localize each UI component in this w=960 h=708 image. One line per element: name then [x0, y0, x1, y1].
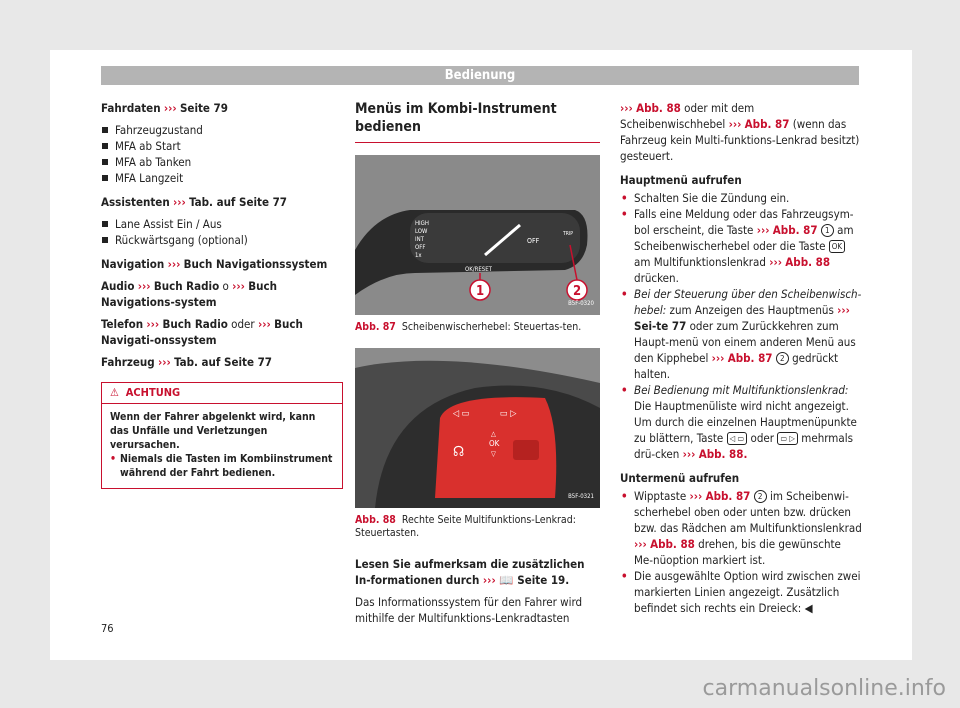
- watermark: carmanualsonline.info: [702, 676, 946, 701]
- column-left: [101, 100, 341, 489]
- book-icon: 📖: [499, 573, 514, 587]
- link-abb-87[interactable]: Abb. 87: [727, 351, 773, 365]
- lever-label-high: HIGH: [415, 220, 429, 227]
- link-abb-88[interactable]: Abb. 88: [785, 255, 831, 269]
- hauptmenu-list: [620, 190, 862, 462]
- list-item: Rückwärtsgang (optional): [101, 232, 341, 248]
- link-seite-79[interactable]: Seite 79: [179, 101, 228, 115]
- warning-header: ⚠ ACHTUNG: [102, 383, 342, 404]
- wiper-lever-illustration: [355, 155, 600, 315]
- fahrdaten-line: Fahrdaten ››› Seite 79: [101, 101, 228, 115]
- column-right: [620, 100, 862, 624]
- link-buch-radio[interactable]: Buch Radio: [153, 279, 220, 293]
- figure-87-caption: Abb. 87 Scheibenwischerhebel: Steuertas-ten.: [355, 321, 582, 333]
- link-tab-seite-77[interactable]: Tab. auf Seite 77: [174, 355, 272, 369]
- link-buch-navigation[interactable]: Buch Navigations-system: [101, 279, 277, 309]
- heading-untermenu: Untermenü aufrufen: [620, 471, 740, 485]
- link-seite-77[interactable]: Sei-te 77: [634, 319, 687, 333]
- link-abb-87[interactable]: Abb. 87: [705, 489, 751, 503]
- link-abb-88[interactable]: Abb. 88: [636, 101, 681, 115]
- list-item: • Bei der Steuerung über den Scheibenwisch-hebel: zum Anzeigen des Hauptmenüs ››› Sei-te 77 oder zum Zurückkehren zum Haupt-menü von einem anderen Menü aus den Kipphebel ››› Abb. 87 2 gedrückt halten.: [620, 286, 862, 382]
- bullet-icon: •: [110, 453, 117, 465]
- intro-continued: ››› Abb. 88 oder mit dem Scheibenwischhebel ››› Abb. 87 (wenn das Fahrzeug kein Multi-funktions-Lenkrad besitzt) gesteuert.: [620, 101, 860, 163]
- list-item: MFA ab Tanken: [101, 154, 341, 170]
- list-item: • Wipptaste ››› Abb. 87 2 im Scheibenwi-scherhebel oben oder unten bzw. drücken bzw. das Rädchen am Multifunktionslenkrad ››› Abb. 88 drehen, bis die gewünschte Me-nüoption markiert ist.: [620, 488, 862, 568]
- read-first-note: Lesen Sie aufmerksam die zusätzlichen In-formationen durch ››› 📖 Seite 19.: [355, 557, 585, 587]
- link-navigationssystem[interactable]: Buch Navigationssystem: [183, 257, 328, 271]
- list-item: • Falls eine Meldung oder das Fahrzeugsym-bol erscheint, die Taste ››› Abb. 87 1 am Scheibenwischerhebel oder die Taste OK am Multifunktionslenkrad ››› Abb. 88 drücken.: [620, 206, 862, 286]
- link-abb-88[interactable]: Abb. 88.: [698, 447, 748, 461]
- list-item: MFA Langzeit: [101, 170, 341, 186]
- svg-text:2: 2: [573, 284, 582, 299]
- figure-88-steering-buttons: [355, 348, 600, 508]
- arrow-left-icon: ◁ ▭: [453, 409, 470, 419]
- figure-87-wiper-lever: [355, 155, 600, 315]
- down-icon: ▽: [491, 450, 496, 458]
- warning-box: [101, 382, 343, 489]
- lever-label-off-right: OFF: [527, 237, 540, 245]
- list-item: • Schalten Sie die Zündung ein.: [620, 190, 862, 206]
- figure-88-caption: Abb. 88 Rechte Seite Multifunktions-Lenkrad: Steuertasten.: [355, 514, 576, 539]
- warning-body: Wenn der Fahrer abgelenkt wird, kann das Unfälle und Verletzungen verursachen. • Niemals die Tasten im Kombiinstrument während der Fahrt bedienen.: [110, 411, 333, 479]
- column-middle: [355, 100, 600, 632]
- link-abb-87[interactable]: Abb. 87: [772, 223, 818, 237]
- fahrdaten-list: [101, 122, 341, 186]
- telefon-line: Telefon ››› Buch Radio oder ››› Buch Navigati-onssystem: [101, 317, 303, 347]
- list-item: Fahrzeugzustand: [101, 122, 341, 138]
- steering-wheel-illustration: [355, 348, 600, 508]
- figure-code: B5F-0321: [568, 493, 594, 500]
- navigation-line: Navigation ››› Buch Navigationssystem: [101, 257, 328, 271]
- link-tab-seite-77[interactable]: Tab. auf Seite 77: [189, 195, 288, 209]
- link-abb-88[interactable]: Abb. 88: [650, 537, 695, 551]
- assistenten-list: [101, 216, 341, 248]
- audio-line: Audio ››› Buch Radio o ››› Buch Navigations-system: [101, 279, 277, 309]
- intro-text: Das Informationssystem für den Fahrer wird mithilfe der Multifunktions-Lenkradtasten: [355, 595, 583, 625]
- link-abb-87[interactable]: Abb. 87: [744, 117, 790, 131]
- page-number: 76: [101, 622, 114, 635]
- volume-wheel: [513, 440, 539, 460]
- assistenten-line: Assistenten ››› Tab. auf Seite 77: [101, 195, 288, 209]
- lever-label-int: INT: [415, 236, 424, 243]
- untermenu-list: [620, 488, 862, 616]
- page-header: Bedienung: [101, 66, 859, 85]
- lever-label-low: LOW: [415, 228, 428, 235]
- voice-icon: ☊: [453, 444, 465, 460]
- lever-label-1x: 1x: [415, 252, 422, 259]
- list-item: Lane Assist Ein / Aus: [101, 216, 341, 232]
- fahrzeug-line: Fahrzeug ››› Tab. auf Seite 77: [101, 355, 272, 369]
- ok-label: OK: [489, 439, 500, 448]
- arrow-right-icon: ▭ ▷: [500, 409, 517, 419]
- lever-label-off: OFF: [415, 244, 426, 251]
- lever-label-reset: OK/RESET: [465, 266, 492, 273]
- up-icon: △: [491, 430, 496, 438]
- svg-text:1: 1: [476, 284, 485, 299]
- section-title: Menüs im Kombi-Instrument bedienen: [355, 100, 600, 143]
- triangle-left-icon: ◀: [804, 601, 813, 615]
- link-buch-navigation[interactable]: Buch Navigati-onssystem: [101, 317, 303, 347]
- heading-hauptmenu: Hauptmenü aufrufen: [620, 173, 742, 187]
- list-item: MFA ab Start: [101, 138, 341, 154]
- link-buch-radio[interactable]: Buch Radio: [162, 317, 228, 331]
- list-item: • Bei Bedienung mit Multifunktionslenkrad: Die Hauptmenüliste wird nicht angezeigt. Um durch die einzelnen Hauptmenüpunkte zu blättern, Taste ◁ ▭ oder ▭ ▷ mehrmals drü-cken ››› Abb. 88.: [620, 382, 862, 462]
- lever-label-trip: TRIP: [563, 231, 573, 237]
- list-item: • Die ausgewählte Option wird zwischen zwei markierten Linien angezeigt. Zusätzlich befindet sich rechts ein Dreieck: ◀: [620, 568, 862, 616]
- link-seite-19[interactable]: Seite 19.: [517, 573, 570, 587]
- figure-code: B5F-0320: [568, 300, 594, 307]
- warning-icon: ⚠: [110, 386, 119, 399]
